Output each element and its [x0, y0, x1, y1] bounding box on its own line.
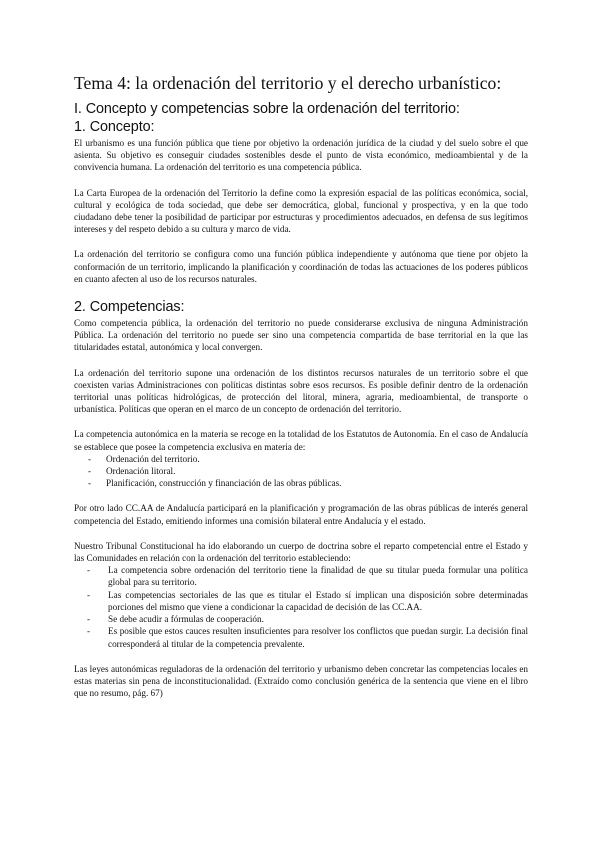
list-item: - Se debe acudir a fórmulas de cooperación. [87, 614, 264, 625]
list-dash: - [87, 626, 91, 637]
list-dash: - [88, 453, 92, 464]
list-item: - Planificación, construcción y financiación de las obras públicas. [88, 478, 342, 489]
list-item: - La competencia sobre ordenación del territorio tiene la finalidad de que su titular pueda formular una política global para su territorio. [87, 565, 528, 588]
doctrina-list [74, 564, 528, 649]
subsection-heading-competencias: 2. Competencias: [74, 299, 185, 316]
list-dash: - [88, 478, 92, 489]
paragraph-carta-europea: La Carta Europea de la ordenación del Territorio la define como la expresión espacial de las políticas económica, social, cultural y ecológica de toda sociedad, que debe ser democrática, global, funcional y prospectiva, y en la que todo ciudadano debe tener la posibilidad de participar por estructuras y procedimientos adecuados, en defensa de sus legítimos intereses y del respeto debido a su cultura y marco de vida. [74, 187, 528, 235]
list-dash: - [87, 589, 91, 600]
paragraph-tribunal-constitucional: Nuestro Tribunal Constitucional ha ido elaborando un cuerpo de doctrina sobre el reparto competencial entre el Estado y las Comunidades en relación con la ordenación del territorio estableciendo: [74, 540, 528, 564]
paragraph-funcion-publica: La ordenación del territorio se configura como una función pública independiente y autónoma que tiene por objeto la conformación de un territorio, implicando la planificación y coordinación de todas las actuaciones de los poderes públicos en cuanto afecten al uso de los recursos naturales. [74, 249, 528, 284]
list-item: - Ordenación del territorio. [88, 453, 200, 464]
list-item: - Las competencias sectoriales de las que es titular el Estado sí implican una disposición sobre determinadas porciones del mismo que viene a condicionar la capacidad de decisión de las CC.AA. [87, 589, 528, 612]
paragraph-ccaa-andalucia: Por otro lado CC.AA de Andalucía participará en la planificación y programación de las obras públicas de interés general competencia del Estado, emitiendo informes una comisión bilateral entre Andalucía y el estado. [74, 503, 528, 526]
document-title: Tema 4: la ordenación del territorio y el derecho urbanístico: [74, 73, 502, 93]
list-dash: - [87, 614, 91, 625]
subsection-heading-concepto: 1. Concepto: [74, 119, 155, 135]
list-item: - Ordenación litoral. [88, 466, 176, 477]
paragraph-recursos-naturales: La ordenación del territorio supone una ordenación de los distintos recursos naturales de un territorio sobre el que coexisten varias Administraciones con políticas distintas sobre esos recursos. Es posible definir dentro de la ordenación territorial unas políticas hidrológicas, de protección del litoral, minera, agraria, medioambiental, de transporte o urbanística. Políticas que operan en el marco de un concepto de ordenación del territorio. [74, 367, 528, 415]
list-dash: - [87, 565, 91, 576]
paragraph-leyes-autonomicas: Las leyes autonómicas reguladoras de la ordenación del territorio y urbanismo deben concretar las competencias locales en estas materias sin pena de inconstitucionalidad. (Extraído como conclusión genérica de la sentencia que viene en el libro que no resumo, pág. 67) [74, 663, 528, 699]
document-page [74, 72, 528, 699]
section-heading: I. Concepto y competencias sobre la ordenación del territorio: [74, 101, 460, 117]
list-item: - Es posible que estos cauces resulten insuficientes para resolver los conflictos que puedan surgir. La decisión final corresponderá al titular de la competencia prevalente. [87, 626, 528, 649]
paragraph-competencia-publica: Como competencia pública, la ordenación del territorio no puede considerarse exclusiva de ninguna Administración Pública. La ordenación del territorio no puede ser sino una competencia compartida de base territorial en la que las titularidades estatal, autonómica y local convergen. [74, 318, 528, 353]
paragraph-urbanismo: El urbanismo es una función pública que tiene por objetivo la ordenación jurídica de la ciudad y del suelo sobre el que asienta. Su objetivo es conseguir ciudades sostenibles desde el punto de vista económico, medioambiental y de la convivencia humana. La ordenación del territorio es una competencia pública. [74, 138, 528, 173]
paragraph-competencia-autonomica: La competencia autonómica en la materia se recoge en la totalidad de los Estatutos de Autonomía. En el caso de Andalucía se establece que posee la competencia exclusiva en materia de: [74, 429, 528, 452]
list-dash: - [88, 466, 92, 477]
andalucia-competencias-list [74, 453, 528, 490]
